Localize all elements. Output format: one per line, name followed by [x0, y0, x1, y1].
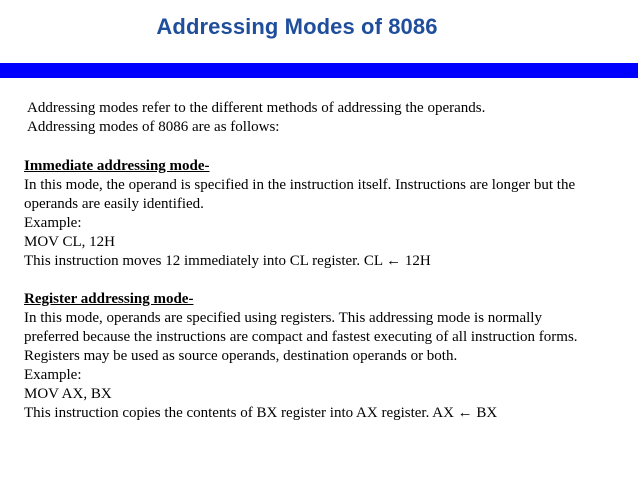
- section-spacer: [24, 271, 629, 290]
- intro-line-1: Addressing modes refer to the different methods of addressing the operands.: [27, 100, 486, 116]
- register-desc-line-2: preferred because the instructions are compact and fastest executing of all instruction forms.: [24, 329, 578, 345]
- register-desc-line-3: Registers may be used as source operands, destination operands or both.: [24, 348, 458, 364]
- content-body: [24, 157, 629, 423]
- register-mode-heading: Register addressing mode-: [24, 291, 194, 307]
- register-desc-line-1: In this mode, operands are specified using registers. This addressing mode is normally: [24, 310, 542, 326]
- immediate-mode-heading: Immediate addressing mode-: [24, 158, 210, 174]
- slide-title: Addressing Modes of 8086: [156, 14, 438, 39]
- immediate-example-code: MOV CL, 12H: [24, 234, 115, 250]
- immediate-desc-line-1: In this mode, the operand is specified in the instruction itself. Instructions are longer but the: [24, 177, 576, 193]
- intro-text: [27, 99, 627, 137]
- register-example-label: Example:: [24, 367, 82, 383]
- title-divider-bar: [0, 63, 638, 78]
- register-example-code: MOV AX, BX: [24, 386, 112, 402]
- immediate-mode-section: [24, 157, 629, 271]
- immediate-explanation: This instruction moves 12 immediately into CL register. CL ← 12H: [24, 253, 431, 269]
- immediate-example-label: Example:: [24, 215, 82, 231]
- register-mode-section: [24, 290, 629, 423]
- intro-line-2: Addressing modes of 8086 are as follows:: [27, 119, 280, 135]
- register-explanation: This instruction copies the contents of BX register into AX register. AX ← BX: [24, 405, 498, 421]
- immediate-desc-line-2: operands are easily identified.: [24, 196, 204, 212]
